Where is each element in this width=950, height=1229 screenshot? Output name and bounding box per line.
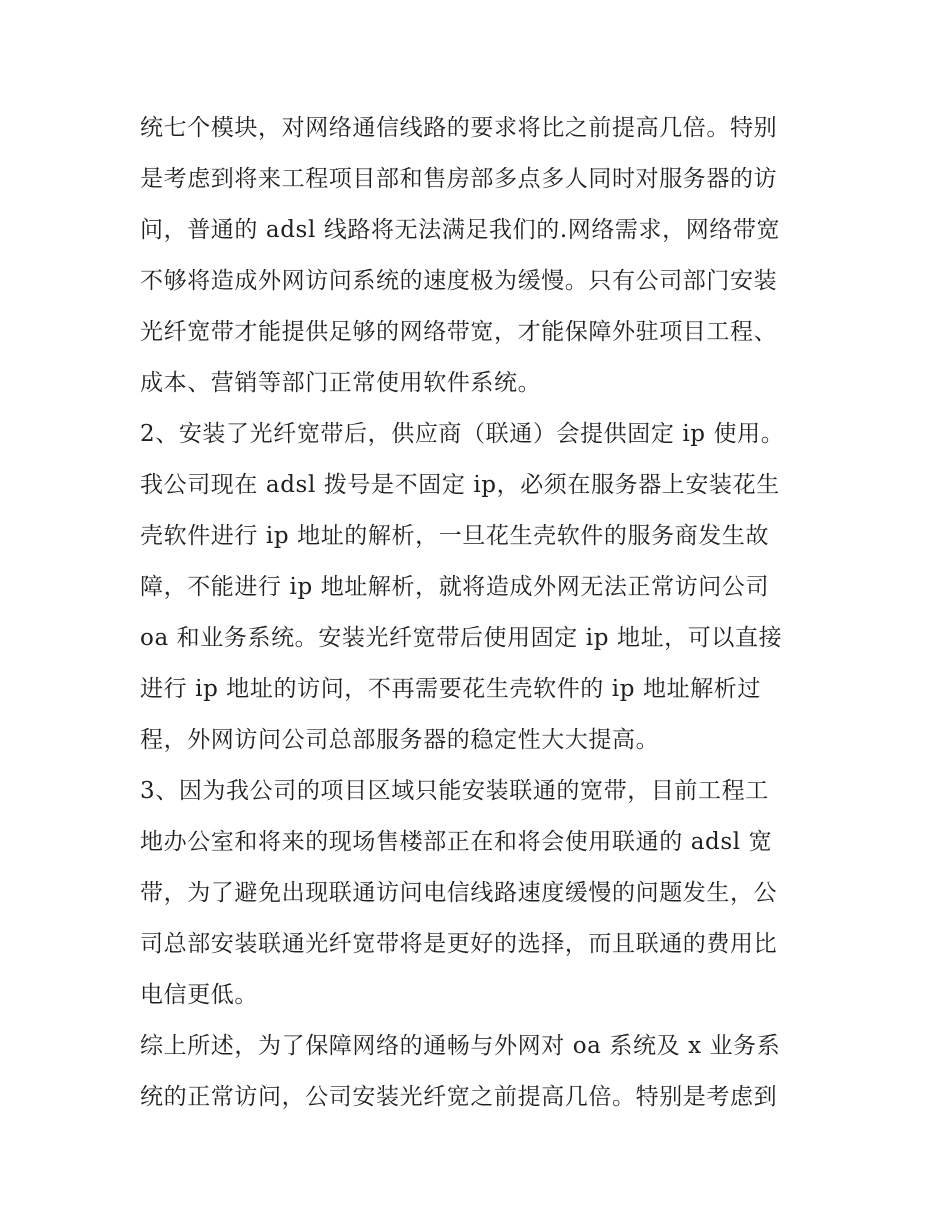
text-line: 程，外网访问公司总部服务器的稳定性大大提高。 xyxy=(140,727,660,753)
text-line: 带，为了避免出现联通访问电信线路速度缓慢的问题发生，公 xyxy=(140,880,778,906)
text-line: 是考虑到将来工程项目部和售房部多点多人同时对服务器的访 xyxy=(140,166,778,192)
text-line: 进行 ip 地址的访问，不再需要花生壳软件的 ip 地址解析过 xyxy=(140,676,762,702)
text-line: 2、安装了光纤宽带后，供应商（联通）会提供固定 ip 使用。 xyxy=(140,421,785,447)
text-line: 不够将造成外网访问系统的速度极为缓慢。只有公司部门安装 xyxy=(140,268,778,294)
text-line: 光纤宽带才能提供足够的网络带宽，才能保障外驻项目工程、 xyxy=(140,319,778,345)
text-line: 障，不能进行 ip 地址解析，就将造成外网无法正常访问公司 xyxy=(140,574,770,600)
text-line: 综上所述，为了保障网络的通畅与外网对 oa 系统及 x 业务系 xyxy=(140,1033,781,1059)
text-line: 统的正常访问，公司安装光纤宽之前提高几倍。特别是考虑到 xyxy=(140,1084,778,1110)
text-line: 地办公室和将来的现场售楼部正在和将会使用联通的 adsl 宽 xyxy=(140,829,773,855)
text-line: 壳软件进行 ip 地址的解析，一旦花生壳软件的服务商发生故 xyxy=(140,523,770,549)
text-line: 成本、营销等部门正常使用软件系统。 xyxy=(140,370,542,396)
text-line: 问，普通的 adsl 线路将无法满足我们的.网络需求，网络带宽 xyxy=(140,217,781,243)
text-line: 3、因为我公司的项目区域只能安装联通的宽带，目前工程工 xyxy=(140,778,769,804)
text-line: 统七个模块，对网络通信线路的要求将比之前提高几倍。特别 xyxy=(140,115,778,141)
text-line: 司总部安装联通光纤宽带将是更好的选择，而且联通的费用比 xyxy=(140,931,778,957)
body-text xyxy=(140,103,840,1123)
text-line: oa 和业务系统。安装光纤宽带后使用固定 ip 地址，可以直接 xyxy=(140,625,783,651)
text-line: 电信更低。 xyxy=(140,982,258,1008)
text-line: 我公司现在 adsl 拨号是不固定 ip，必须在服务器上安装花生 xyxy=(140,472,780,498)
